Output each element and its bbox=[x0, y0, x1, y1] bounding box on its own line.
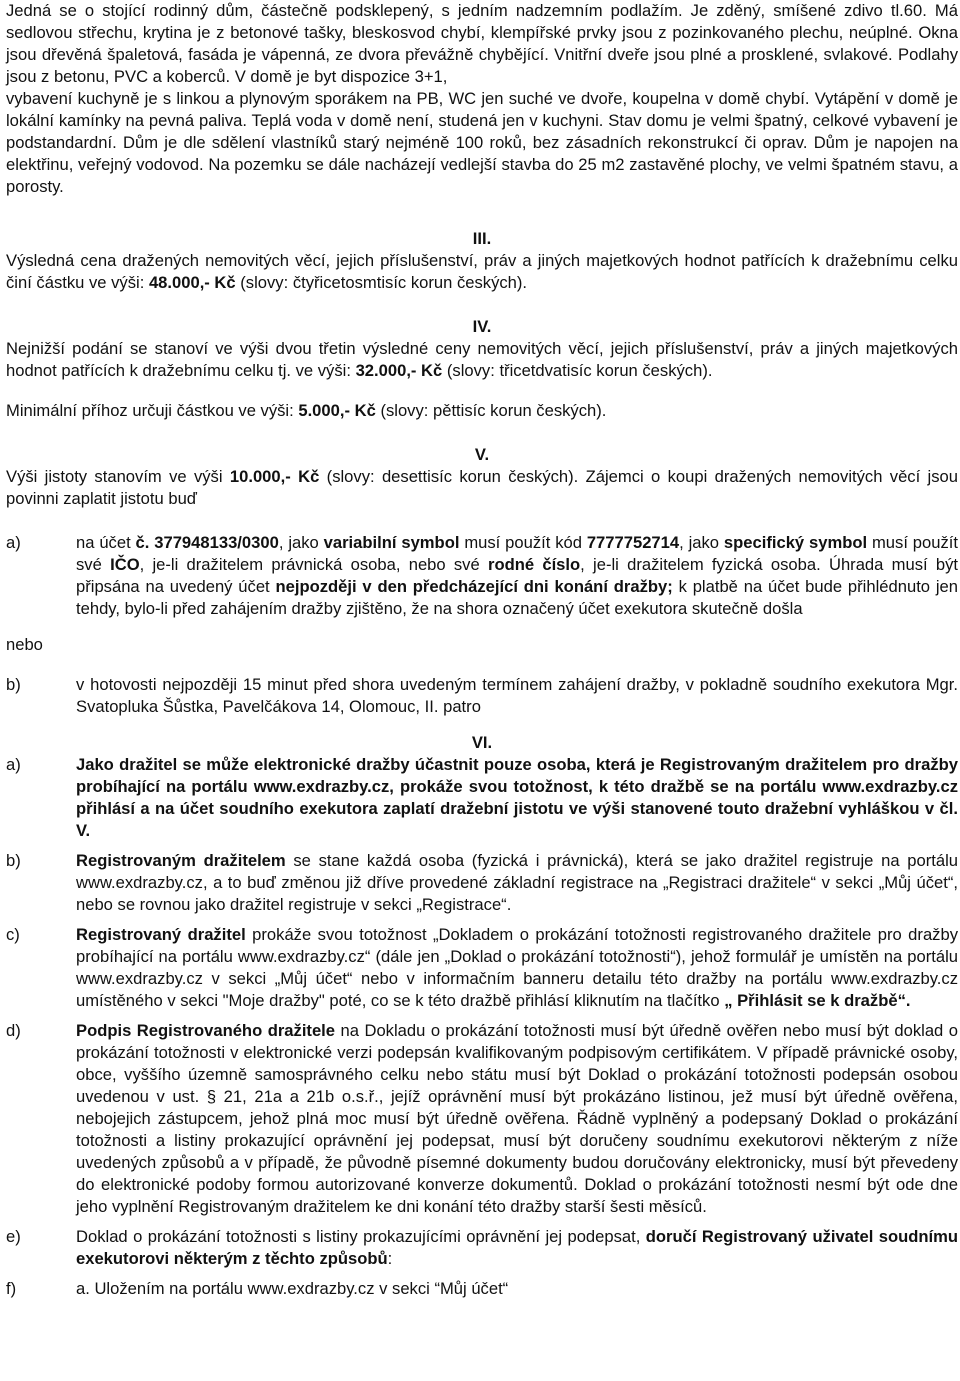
section-VI-item bbox=[6, 754, 958, 842]
list-marker: b) bbox=[6, 675, 21, 694]
bold-run: Registrovaný dražitel bbox=[76, 925, 246, 944]
bold-run: 48.000,- Kč bbox=[148, 273, 236, 292]
or-separator: nebo bbox=[6, 635, 43, 654]
deposit-option-a bbox=[6, 532, 958, 620]
minimum-increment-paragraph: Minimální příhoz určuji částkou ve výši: 5.000,- Kč (slovy: pěttisíc korun českých). bbox=[6, 401, 607, 420]
list-marker: f) bbox=[6, 1279, 17, 1298]
document-page bbox=[6, 0, 958, 1300]
bold-run: Registrovaným dražitelem bbox=[76, 851, 286, 870]
bold-run: IČO bbox=[110, 555, 140, 574]
bold-run: 7777752714 bbox=[586, 533, 680, 552]
list-item-text bbox=[76, 754, 958, 842]
bold-run: variabilní symbol bbox=[323, 533, 460, 552]
list-marker: c) bbox=[6, 925, 20, 944]
property-description-continued: vybavení kuchyně je s linkou a plynovým sporákem na PB, WC jen suché ve dvoře, koupelna v domě chybí. Vytápění v domě je lokální kamínky na pevná paliva. Teplá voda v domě není, studená jen v kuchyni. Stav domu je velmi špatný, celkové vybavení je podstandardní. Dům je dle sdělení vlastníků starý nejméně 100 roků, bez zásadních rekonstrukcí či oprav. Dům je napojen na elektřinu, veřejný vodovod. Na pozemku se dále nacházejí vedlejší stavba do 25 m2 zastavěné plochy, ve velmi špatném stavu, a porosty. bbox=[6, 89, 958, 196]
bold-run: nejpozději v den předcházející dni konání dražby; bbox=[275, 577, 673, 596]
list-item-text: v hotovosti nejpozději 15 minut před shora uvedeným termínem zahájení dražby, v pokladně soudního exekutora Mgr. Svatopluka Šůstka, Pavelčákova 14, Olomouc, II. patro bbox=[76, 675, 958, 716]
bold-run: 10.000,- Kč bbox=[229, 467, 320, 486]
section-heading-VI: VI. bbox=[471, 733, 493, 752]
list-item-text: a. Uložením na portálu www.exdrazby.cz v sekci “Můj účet“ bbox=[76, 1279, 509, 1298]
list-item-text: Doklad o prokázání totožnosti s listiny prokazujícími oprávnění jej podepsat, doručí Registrovaný uživatel soudnímu exekutorovi některým z těchto způsobů: bbox=[76, 1227, 959, 1268]
section-heading-V: V. bbox=[474, 445, 490, 464]
bold-run: Podpis Registrovaného dražitele bbox=[76, 1021, 336, 1040]
section-VI-item bbox=[6, 1278, 958, 1300]
bold-run: specifický symbol bbox=[723, 533, 868, 552]
bold-run: doručí Registrovaný uživatel soudnímu exekutorovi některým z těchto způsobů bbox=[76, 1227, 959, 1268]
list-item-text: Registrovaným dražitelem se stane každá osoba (fyzická i právnická), která se jako dražitel registruje na portálu www.exdrazby.cz, a to buď změnou již dříve provedené základní registrace na „Registraci dražitele“ v sekci „Můj účet“, nebo se rovnou jako dražitel registruje v sekci „Registrace“. bbox=[76, 851, 958, 914]
bold-run: 5.000,- Kč bbox=[298, 401, 376, 420]
section-heading-IV: IV. bbox=[472, 317, 492, 336]
list-item-text: Registrovaný dražitel prokáže svou totožnost „Dokladem o prokázání totožnosti registrovaného dražitele pro dražby probíhající na portálu www.exdrazby.cz“ (dále jen „Doklad o prokázání totožnosti“), jehož formulář je umístěn na portálu www.exdrazby.cz v sekci „Můj účet“ nebo v informačním banneru detailu této dražby na portálu www.exdrazby.cz umístěného v sekci "Moje dražby" poté, co se k této dražbě přihlásí kliknutím na tlačítko „ Přihlásit se k dražbě“. bbox=[76, 925, 958, 1010]
list-marker: d) bbox=[6, 1021, 21, 1040]
section-VI-item bbox=[6, 1226, 958, 1270]
list-item-text: na účet č. 377948133/0300, jako variabilní symbol musí použít kód 7777752714, jako specifický symbol musí použít své IČO, je-li dražitelem právnická osoba, nebo své rodné číslo, je-li dražitelem fyzická osoba. Úhrada musí být připsána na uvedený účet nejpozději v den předcházející dni konání dražby; k platbě na účet bude přihlédnuto jen tehdy, bylo-li před zahájením dražby zjištěno, že na shora označený účet exekutora skutečně došla bbox=[76, 533, 959, 618]
list-item-text: Podpis Registrovaného dražitele na Dokladu o prokázání totožnosti musí být úředně ověřen nebo musí být doklad o prokázání totožnosti v elektronické verzi podepsán kvalifikovaným podpisovým certifikátem. V případě právnické osoby, obce, vyššího územně samosprávného celku nebo státu musí být Doklad o prokázání totožnosti podepsán osobou uvedenou v ust. § 21, 21a a 21b o.s.ř., jejíž oprávnění musí být prokázáno listinou, jež musí být úředně ověřena, nebojejich zástupcem, jehož plná moc musí být úředně ověřena. Řádně vyplněný a podepsaný Doklad o prokázání totožnosti a listiny prokazující oprávnění jej podepsat, musí být doručeny soudnímu exekutorovi některým z níže uvedených způsobů a v případě, že původně písemné dokumenty budou doručovány elektronicky, musí být převedeny do elektronické podoby formou autorizované konverze dokumentů. Doklad o prokázání totožnosti nesmí být ode dne jeho vyplnění Registrovaným dražitelem ke dni konání této dražby starší šesti měsíců. bbox=[76, 1021, 958, 1216]
bold-run: Jako dražitel se může elektronické dražby účastnit pouze osoba, která je Registrovaným dražitelem pro dražby probíhající na portálu www.exdrazby.cz, prokáže svou totožnost, k této dražbě se na portálu www.exdrazby.cz přihlásí a na účet soudního exekutora zaplatí dražební jistotu ve výši stanovené touto dražební vyhláškou v čl. V. bbox=[76, 755, 958, 840]
deposit-paragraph: Výši jistoty stanovím ve výši 10.000,- Kč (slovy: desettisíc korun českých). Zájemci o koupi dražených nemovitých věcí jsou povinni zaplatit jistotu buď bbox=[6, 467, 958, 508]
list-marker: b) bbox=[6, 851, 21, 870]
section-VI-item bbox=[6, 1020, 958, 1218]
bold-run: č. 377948133/0300 bbox=[135, 533, 279, 552]
bold-run: „ Přihlásit se k dražbě“. bbox=[724, 991, 911, 1010]
bold-run: 32.000,- Kč bbox=[355, 361, 443, 380]
property-description: Jedná se o stojící rodinný dům, částečně podsklepený, s jedním nadzemním podlažím. Je zděný, smíšené zdivo tl.60. Má sedlovou střechu, krytina je z betonové tašky, bleskosvod chybí, klempířské prvky jsou z pozinkovaného plechu, neúplné. Okna jsou dřevěná špaletová, fasáda je vápenná, ze dvora převážně chybějící. Vnitřní dveře jsou plné a prosklené, svlakové. Podlahy jsou z betonu, PVC a koberců. V domě je byt dispozice 3+1, bbox=[6, 1, 958, 86]
list-marker: a) bbox=[6, 533, 21, 552]
section-VI-list bbox=[6, 754, 958, 1300]
list-marker: e) bbox=[6, 1227, 21, 1246]
deposit-option-b bbox=[6, 674, 958, 718]
section-VI-item bbox=[6, 924, 958, 1012]
list-marker: a) bbox=[6, 755, 21, 774]
lowest-bid-paragraph: Nejnižší podání se stanoví ve výši dvou třetin výsledné ceny nemovitých věcí, jejich příslušenství, práv a jiných majetkových hodnot patřících k dražebnímu celku tj. ve výši: 32.000,- Kč (slovy: třicetdvatisíc korun českých). bbox=[6, 339, 958, 380]
final-price-paragraph: Výsledná cena dražených nemovitých věcí, jejich příslušenství, práv a jiných majetkových hodnot patřících k dražebnímu celku činí částku ve výši: 48.000,- Kč (slovy: čtyřicetosmtisíc korun českých). bbox=[6, 251, 958, 292]
bold-run: rodné číslo bbox=[487, 555, 581, 574]
section-heading-III: III. bbox=[472, 229, 492, 248]
section-VI-item bbox=[6, 850, 958, 916]
